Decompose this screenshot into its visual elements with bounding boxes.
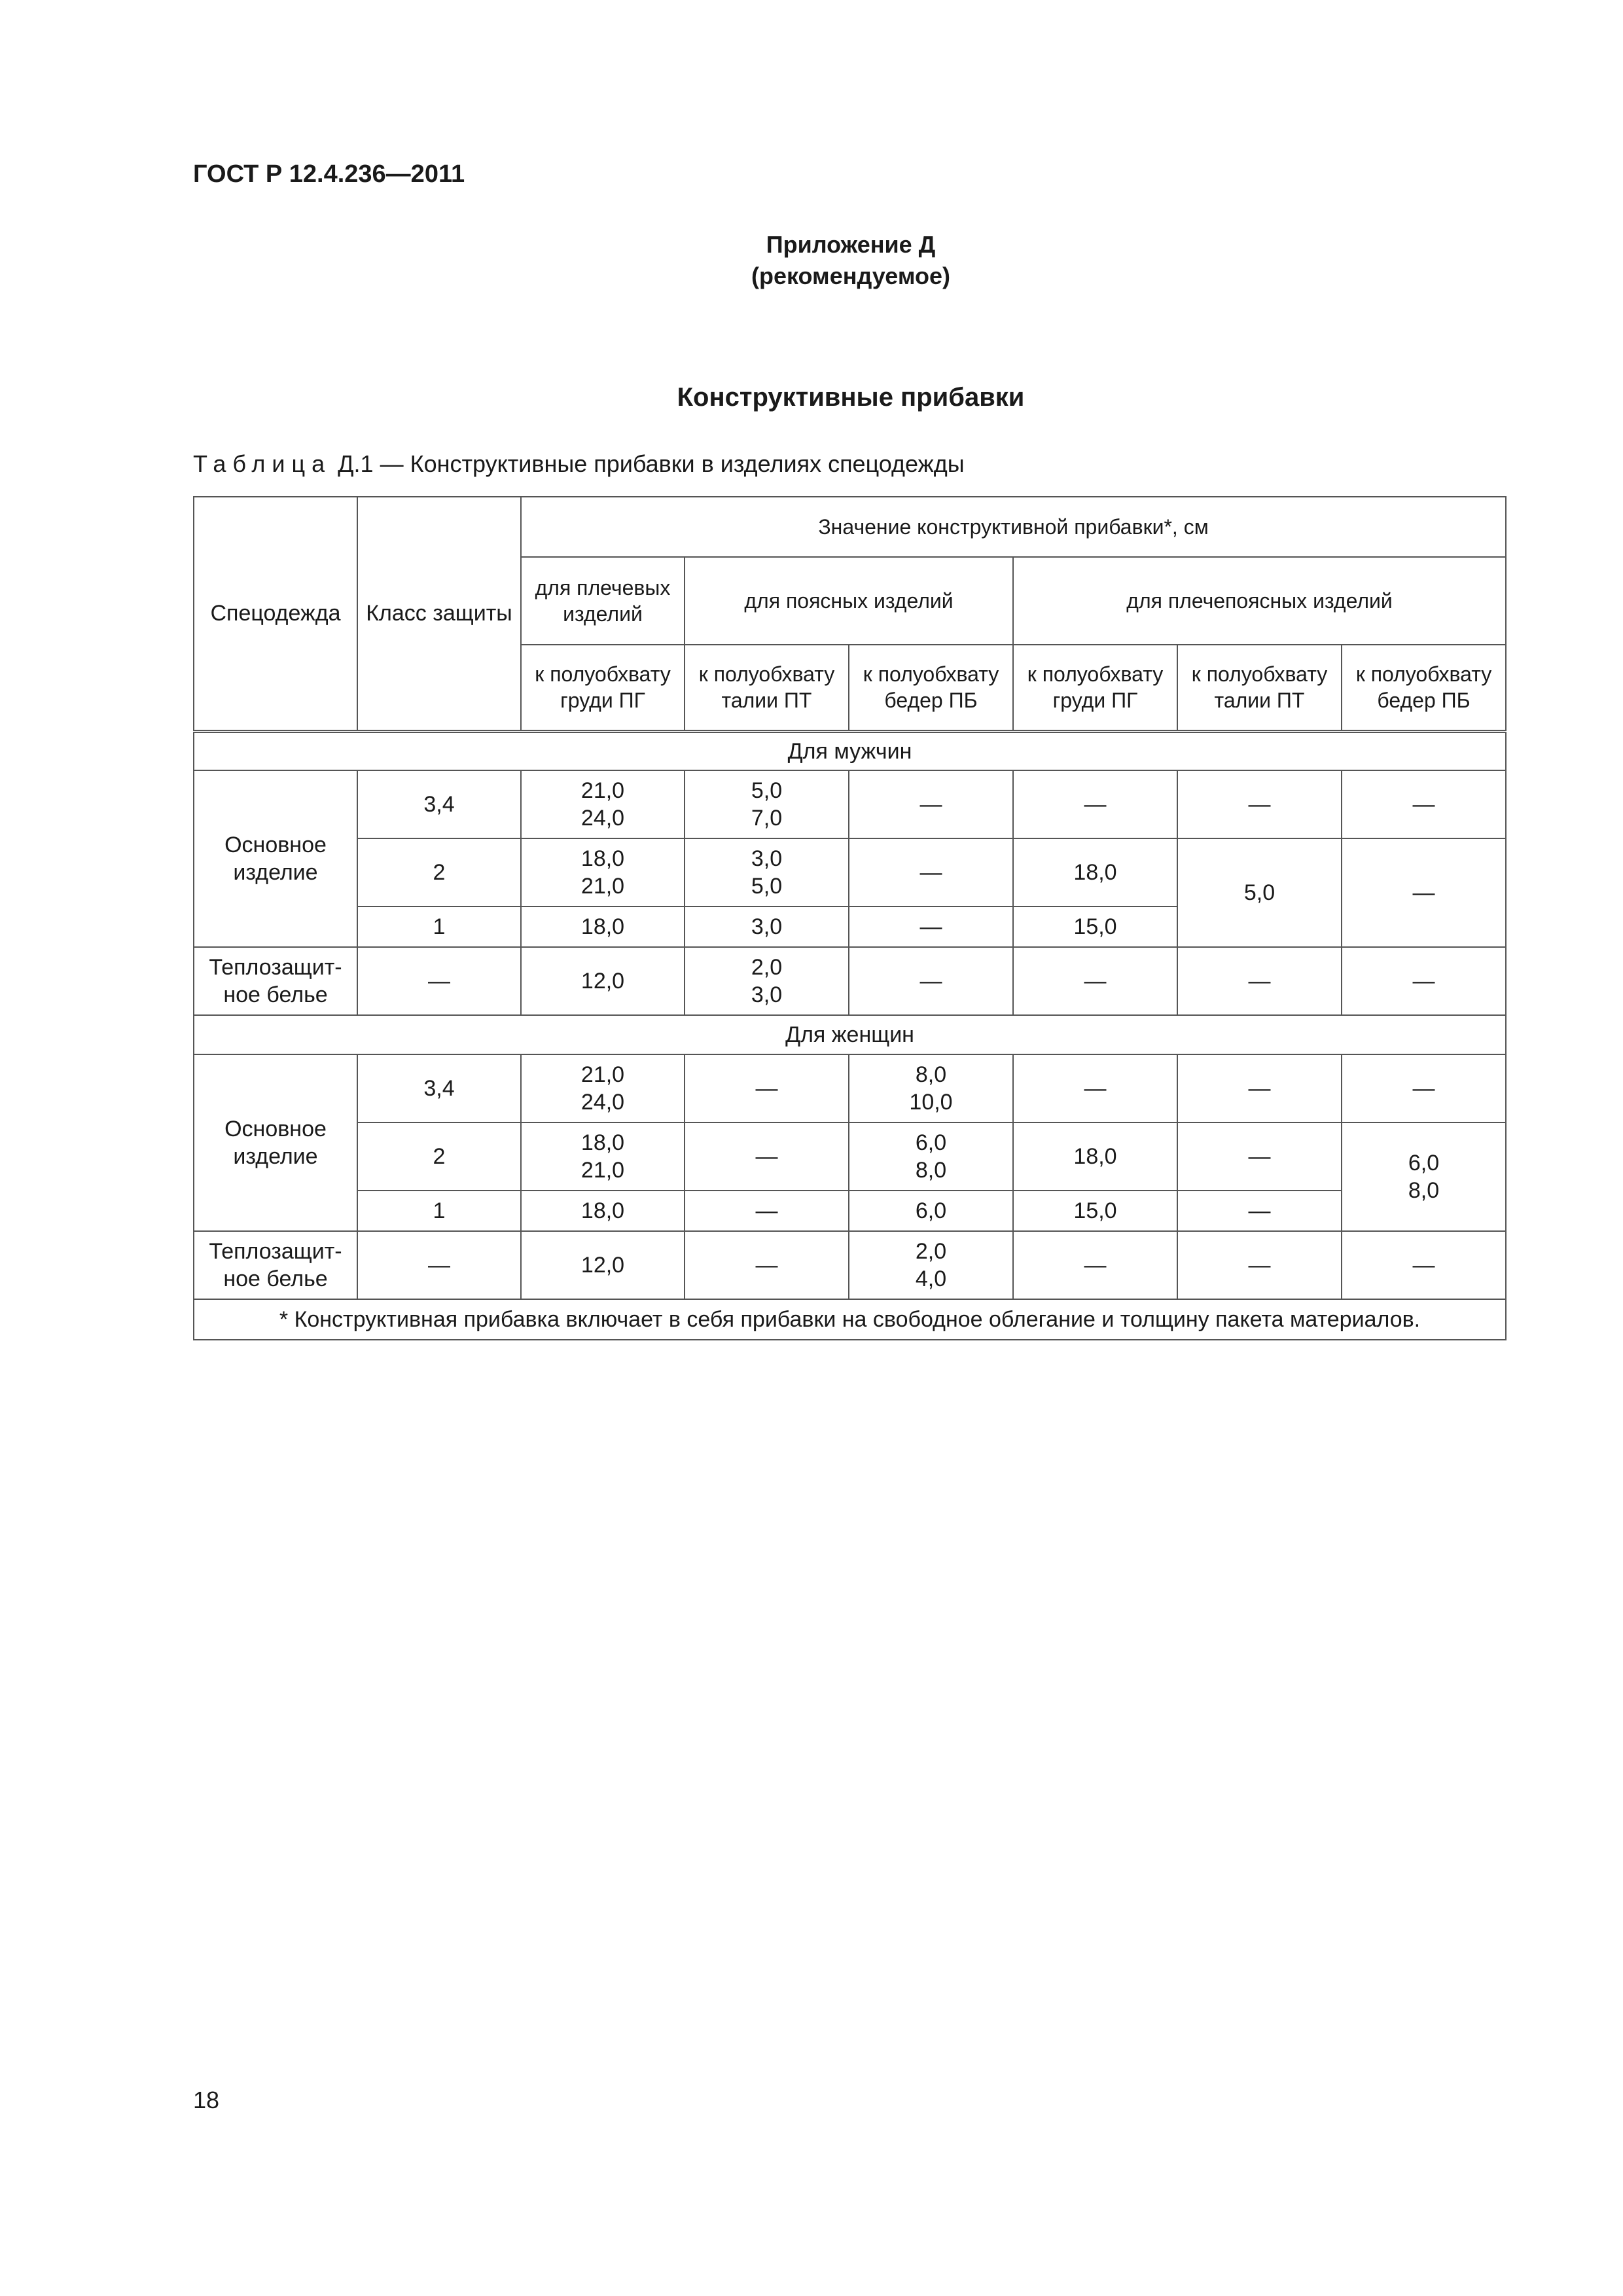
table-caption-dash: — xyxy=(380,450,404,477)
table-caption-number: Д.1 xyxy=(338,450,374,477)
table-cell: 18,0 21,0 xyxy=(521,1122,685,1191)
table-cell: 18,0 xyxy=(521,1191,685,1231)
table-cell: — xyxy=(685,1054,849,1122)
section-women: Для женщин xyxy=(194,1015,1506,1054)
annex-heading xyxy=(0,229,1623,292)
header-value-group: Значение конструктивной прибавки*, см xyxy=(521,497,1506,557)
table-cell: 3,4 xyxy=(357,1054,521,1122)
table-row xyxy=(194,1054,1506,1122)
table-cell: 6,0 xyxy=(849,1191,1013,1231)
header-shoulder-waist-items: для плечепоясных изделий xyxy=(1013,557,1506,645)
table-cell: — xyxy=(1342,770,1506,838)
table-footnote: * Конструктивная прибавка включает в себя прибавки на свободное облегание и толщину пакета материалов. xyxy=(194,1299,1506,1340)
table-cell: — xyxy=(1342,947,1506,1015)
table-cell: 8,0 10,0 xyxy=(849,1054,1013,1122)
table-cell: 6,0 8,0 xyxy=(849,1122,1013,1191)
table-cell: 18,0 xyxy=(521,906,685,947)
header-chest: к полуобхвату груди ПГ xyxy=(1013,645,1177,731)
header-hips: к полуобхвату бедер ПБ xyxy=(849,645,1013,731)
table-cell: 5,0 xyxy=(1177,838,1342,947)
section-men: Для мужчин xyxy=(194,731,1506,770)
annex-subtitle: (рекомендуемое) xyxy=(751,262,950,289)
header-hips: к полуобхвату бедер ПБ xyxy=(1342,645,1506,731)
table-caption-text: Конструктивные прибавки в изделиях спецодежды xyxy=(410,450,965,477)
table-cell: — xyxy=(1177,1231,1342,1299)
table-cell: — xyxy=(1177,1122,1342,1191)
table-cell: 18,0 xyxy=(1013,1122,1177,1191)
header-waist: к полуобхвату талии ПТ xyxy=(1177,645,1342,731)
table-cell: 5,0 7,0 xyxy=(685,770,849,838)
row-label: Теплозащит- ное белье xyxy=(194,947,357,1015)
table-cell: — xyxy=(357,1231,521,1299)
table-cell: 1 xyxy=(357,906,521,947)
table-cell: — xyxy=(1013,1054,1177,1122)
table-cell: — xyxy=(1342,838,1506,947)
header-workwear: Спецодежда xyxy=(194,497,357,731)
table-caption-prefix: Таблица xyxy=(193,450,332,477)
table-cell: — xyxy=(1342,1054,1506,1122)
table-cell: — xyxy=(685,1122,849,1191)
table-cell: 1 xyxy=(357,1191,521,1231)
table-cell: 3,0 5,0 xyxy=(685,838,849,906)
table-row xyxy=(194,1191,1506,1231)
table-cell: — xyxy=(1013,770,1177,838)
table-cell: — xyxy=(1177,770,1342,838)
page-number: 18 xyxy=(193,2087,220,2113)
table-cell: 12,0 xyxy=(521,947,685,1015)
table-cell: 2 xyxy=(357,838,521,906)
table-cell: 18,0 21,0 xyxy=(521,838,685,906)
table-cell: — xyxy=(849,947,1013,1015)
table-cell: — xyxy=(849,838,1013,906)
table-cell: — xyxy=(1013,1231,1177,1299)
header-waist: к полуобхвату талии ПТ xyxy=(685,645,849,731)
header-shoulder-items: для плечевых изделий xyxy=(521,557,685,645)
table-cell: — xyxy=(357,947,521,1015)
allowances-table xyxy=(193,496,1507,1340)
table-cell: — xyxy=(1342,1231,1506,1299)
table-cell: 12,0 xyxy=(521,1231,685,1299)
section-row xyxy=(194,1015,1506,1054)
row-label: Теплозащит- ное белье xyxy=(194,1231,357,1299)
table-cell: 15,0 xyxy=(1013,906,1177,947)
table-cell: — xyxy=(849,906,1013,947)
table-row xyxy=(194,1231,1506,1299)
header-waist-items: для поясных изделий xyxy=(685,557,1013,645)
standard-code: ГОСТ Р 12.4.236—2011 xyxy=(193,160,465,188)
table-row xyxy=(194,1122,1506,1191)
section-row xyxy=(194,731,1506,770)
header-chest: к полуобхвату груди ПГ xyxy=(521,645,685,731)
table-cell: — xyxy=(1177,947,1342,1015)
table-cell: — xyxy=(1013,947,1177,1015)
table-cell: 3,0 xyxy=(685,906,849,947)
table-cell: 3,4 xyxy=(357,770,521,838)
row-label: Основное изделие xyxy=(194,1054,357,1231)
table-cell: 2,0 4,0 xyxy=(849,1231,1013,1299)
table-caption xyxy=(193,450,965,478)
table-cell: — xyxy=(849,770,1013,838)
row-label: Основное изделие xyxy=(194,770,357,947)
table-row xyxy=(194,838,1506,906)
table-row xyxy=(194,770,1506,838)
table-cell: 18,0 xyxy=(1013,838,1177,906)
section-title: Конструктивные прибавки xyxy=(677,383,1025,412)
table-cell: 15,0 xyxy=(1013,1191,1177,1231)
annex-title: Приложение Д xyxy=(766,231,936,258)
table-cell: — xyxy=(685,1191,849,1231)
table-cell: — xyxy=(1177,1191,1342,1231)
table-cell: 2 xyxy=(357,1122,521,1191)
table-cell: — xyxy=(685,1231,849,1299)
table-cell: — xyxy=(1177,1054,1342,1122)
table-cell: 6,0 8,0 xyxy=(1342,1122,1506,1231)
table-cell: 21,0 24,0 xyxy=(521,1054,685,1122)
table-cell: 2,0 3,0 xyxy=(685,947,849,1015)
table-row xyxy=(194,947,1506,1015)
header-protection-class: Класс защиты xyxy=(357,497,521,731)
table-cell: 21,0 24,0 xyxy=(521,770,685,838)
footnote-row xyxy=(194,1299,1506,1340)
